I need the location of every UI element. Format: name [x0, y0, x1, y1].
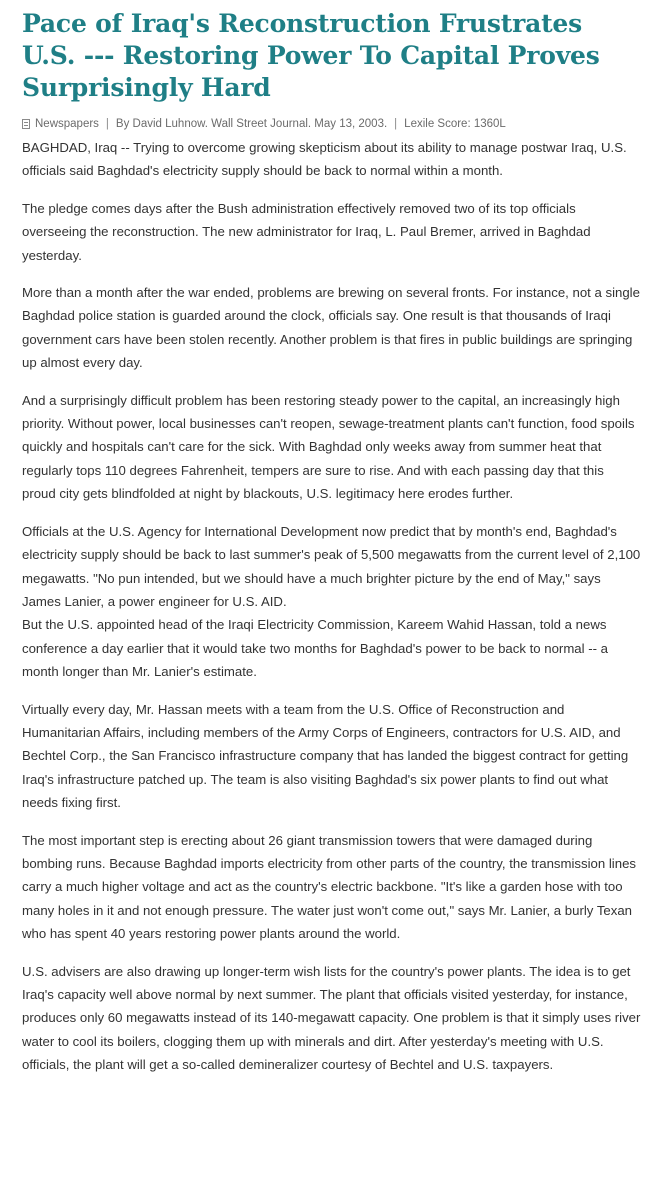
meta-separator: |: [394, 118, 398, 130]
paragraph: Officials at the U.S. Agency for International Development now predict that by month's end, Baghdad's electricity supply should be back to last summer's peak of 5,500 megawatts from the current level of 2,100 megawatts. "No pun intended, but we should have a much brighter picture by the end of May," says James Lanier, a power engineer for U.S. AID.: [22, 523, 641, 609]
paragraph: And a surprisingly difficult problem has been restoring steady power to the capital, an increasingly high priority. Without power, local businesses can't reopen, sewage-treatment plants can't function, food spoils quickly and hospitals can't care for the sick. With Baghdad only weeks away from summer heat that regularly tops 110 degrees Fahrenheit, tempers are sure to rise. And with each passing day that this proud city gets blindfolded at night by blackouts, U.S. legitimacy here erodes further.: [22, 392, 635, 502]
paragraph: The most important step is erecting about 26 giant transmission towers that were damaged during bombing runs. Because Baghdad imports electricity from other parts of the country, the transmission lines carry a much higher voltage and act as the country's electric backbone. "It's like a garden hose with too many holes in it and not enough pressure. The water just won't come out," says Mr. Lanier, a burly Texan who has spent 40 years restoring power plants around the world.: [22, 832, 636, 942]
paragraph: The pledge comes days after the Bush administration effectively removed two of its top officials overseeing the reconstruction. The new administrator for Iraq, L. Paul Bremer, arrived in Baghdad yesterday.: [22, 200, 591, 263]
paragraph: But the U.S. appointed head of the Iraqi Electricity Commission, Kareem Wahid Hassan, told a news conference a day earlier that it would take two months for Baghdad's power to be back to normal -- a month longer than Mr. Lanier's estimate.: [22, 617, 609, 680]
paragraph: BAGHDAD, Iraq -- Trying to overcome growing skepticism about its ability to manage postwar Iraq, U.S. officials said Baghdad's electricity supply should be back to normal within a month.: [22, 140, 627, 179]
lexile-score: Lexile Score: 1360L: [404, 118, 506, 130]
article-title: Pace of Iraq's Reconstruction Frustrates U.S. --- Restoring Power To Capital Proves Surprisingly Hard: [22, 9, 600, 102]
article-body: [22, 136, 641, 1077]
article-meta: [22, 118, 641, 130]
byline: By David Luhnow. Wall Street Journal. May 13, 2003.: [115, 118, 388, 130]
meta-separator: |: [105, 118, 109, 130]
paragraph: U.S. advisers are also drawing up longer-term wish lists for the country's power plants. The idea is to get Iraq's capacity well above normal by next summer. The plant that officials visited yesterday, for instance, produces only 60 megawatts instead of its 140-megawatt capacity. One problem is that it simply uses river water to cool its boilers, clogging them up with minerals and dirt. After yesterday's meeting with U.S. officials, the plant will get a so-called demineralizer courtesy of Bechtel and U.S. taxpayers.: [22, 963, 641, 1073]
newspaper-icon: [22, 119, 30, 129]
paragraph: More than a month after the war ended, problems are brewing on several fronts. For instance, not a single Baghdad police station is guarded around the clock, officials say. One result is that thousands of Iraqi government cars have been stolen recently. Another problem is that fires in public buildings are springing up almost every day.: [22, 285, 640, 371]
paragraph: Virtually every day, Mr. Hassan meets with a team from the U.S. Office of Reconstruction and Humanitarian Affairs, including members of the Army Corps of Engineers, contractors for U.S. AID, and Bechtel Corp., the San Francisco infrastructure company that has landed the biggest contract for getting Iraq's infrastructure patched up. The team is also visiting Baghdad's six power plants to find out what needs fixing first.: [22, 701, 629, 811]
source-type: Newspapers: [35, 118, 99, 130]
